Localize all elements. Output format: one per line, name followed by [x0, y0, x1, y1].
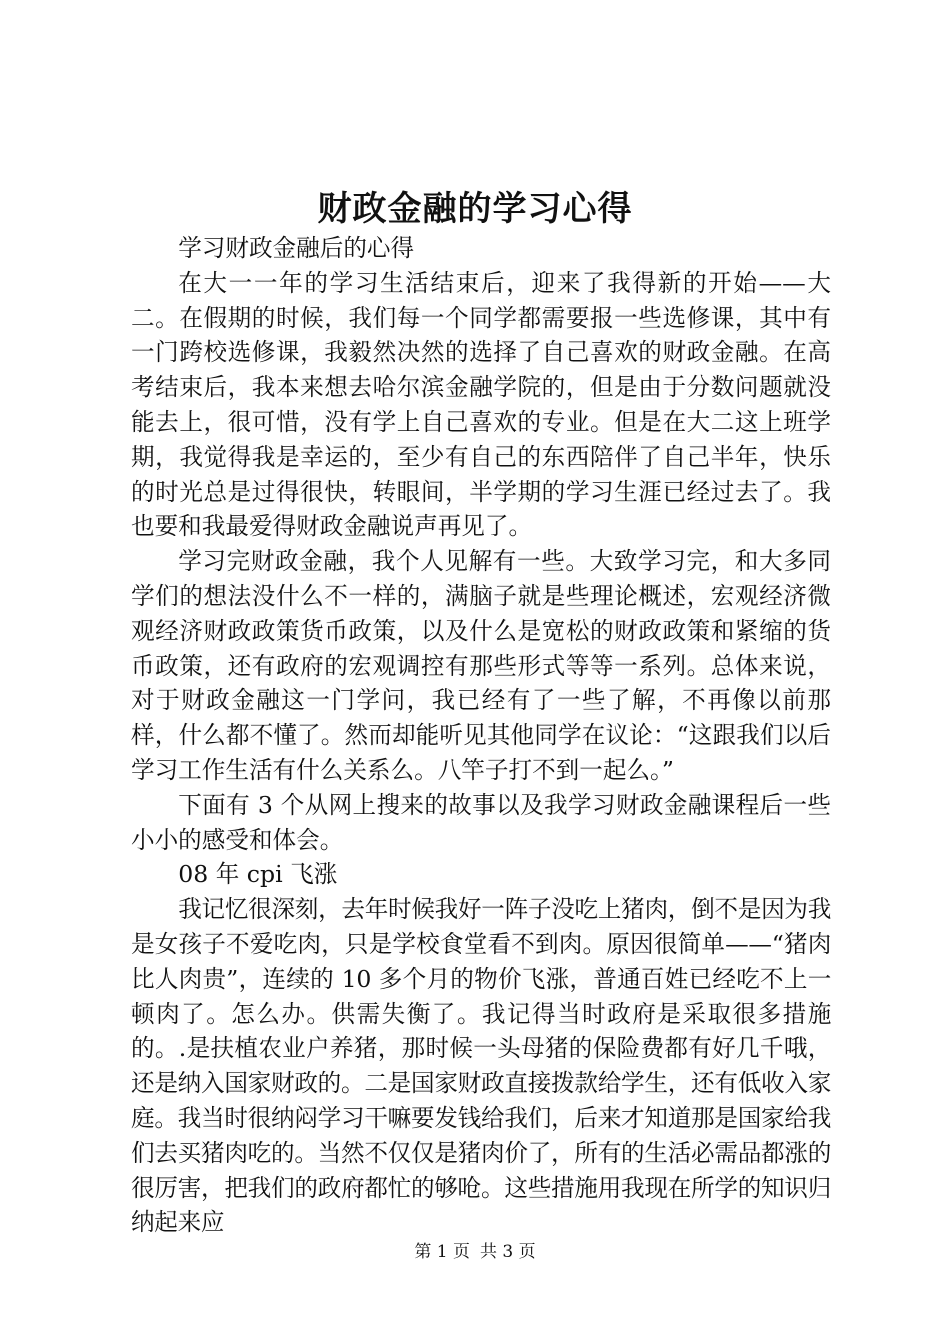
body-paragraph: 我记忆很深刻，去年时候我好一阵子没吃上猪肉，倒不是因为我是女孩子不爱吃肉，只是学校食堂看不到肉。原因很简单——“猪肉比人肉贵”，连续的 10 多个月的物价飞涨，普通百姓已经吃不上一顿肉了。怎么办。供需失衡了。我记得当时政府是采取很多措施的。.是扶植农业户养猪，那时候一头母猪的保险费都有好几千哦，还是纳入国家财政的。二是国家财政直接拨款给学生，还有低收入家庭。我当时很纳闷学习干嘛要发钱给我们，后来才知道那是国家给我们去买猪肉吃的。当然不仅仅是猪肉价了，所有的生活必需品都涨的很厉害，把我们的政府都忙的够呛。这些措施用我现在所学的知识归纳起来应 [131, 895, 831, 1237]
body-paragraph: 在大一一年的学习生活结束后，迎来了我得新的开始——大二。在假期的时候，我们每一个同学都需要报一些选修课，其中有一门跨校选修课，我毅然决然的选择了自己喜欢的财政金融。在高考结束后，我本来想去哈尔滨金融学院的，但是由于分数问题就没能去上，很可惜，没有学上自己喜欢的专业。但是在大二这上班学期，我觉得我是幸运的，至少有自己的东西陪伴了自己半年，快乐的时光总是过得很快，转眼间，半学期的学习生涯已经过去了。我也要和我最爱得财政金融说声再见了。 [131, 268, 831, 541]
page-number: 第 1 页 [414, 1242, 470, 1262]
body-paragraph: 学习完财政金融，我个人见解有一些。大致学习完，和大多同学们的想法没什么不一样的，满脑子就是些理论概述，宏观经济微观经济财政政策货币政策，以及什么是宽松的财政政策和紧缩的货币政策，还有政府的宏观调控有那些形式等等一系列。总体来说，对于财政金融这一门学问，我已经有了一些了解，不再像以前那样，什么都不懂了。然而却能听见其他同学在议论：“这跟我们以后学习工作生活有什么关系么。八竿子打不到一起么。” [131, 547, 831, 784]
subtitle-paragraph: 学习财政金融后的心得 [178, 234, 415, 262]
body-paragraph: 下面有 3 个从网上搜来的故事以及我学习财政金融课程后一些小小的感受和体会。 [131, 790, 831, 854]
page-footer [0, 1239, 950, 1265]
document-title: 财政金融的学习心得 [317, 189, 633, 229]
document-body [131, 231, 831, 1240]
page-total: 共 3 页 [480, 1242, 536, 1262]
section-heading: 08 年 cpi 飞涨 [178, 860, 338, 889]
